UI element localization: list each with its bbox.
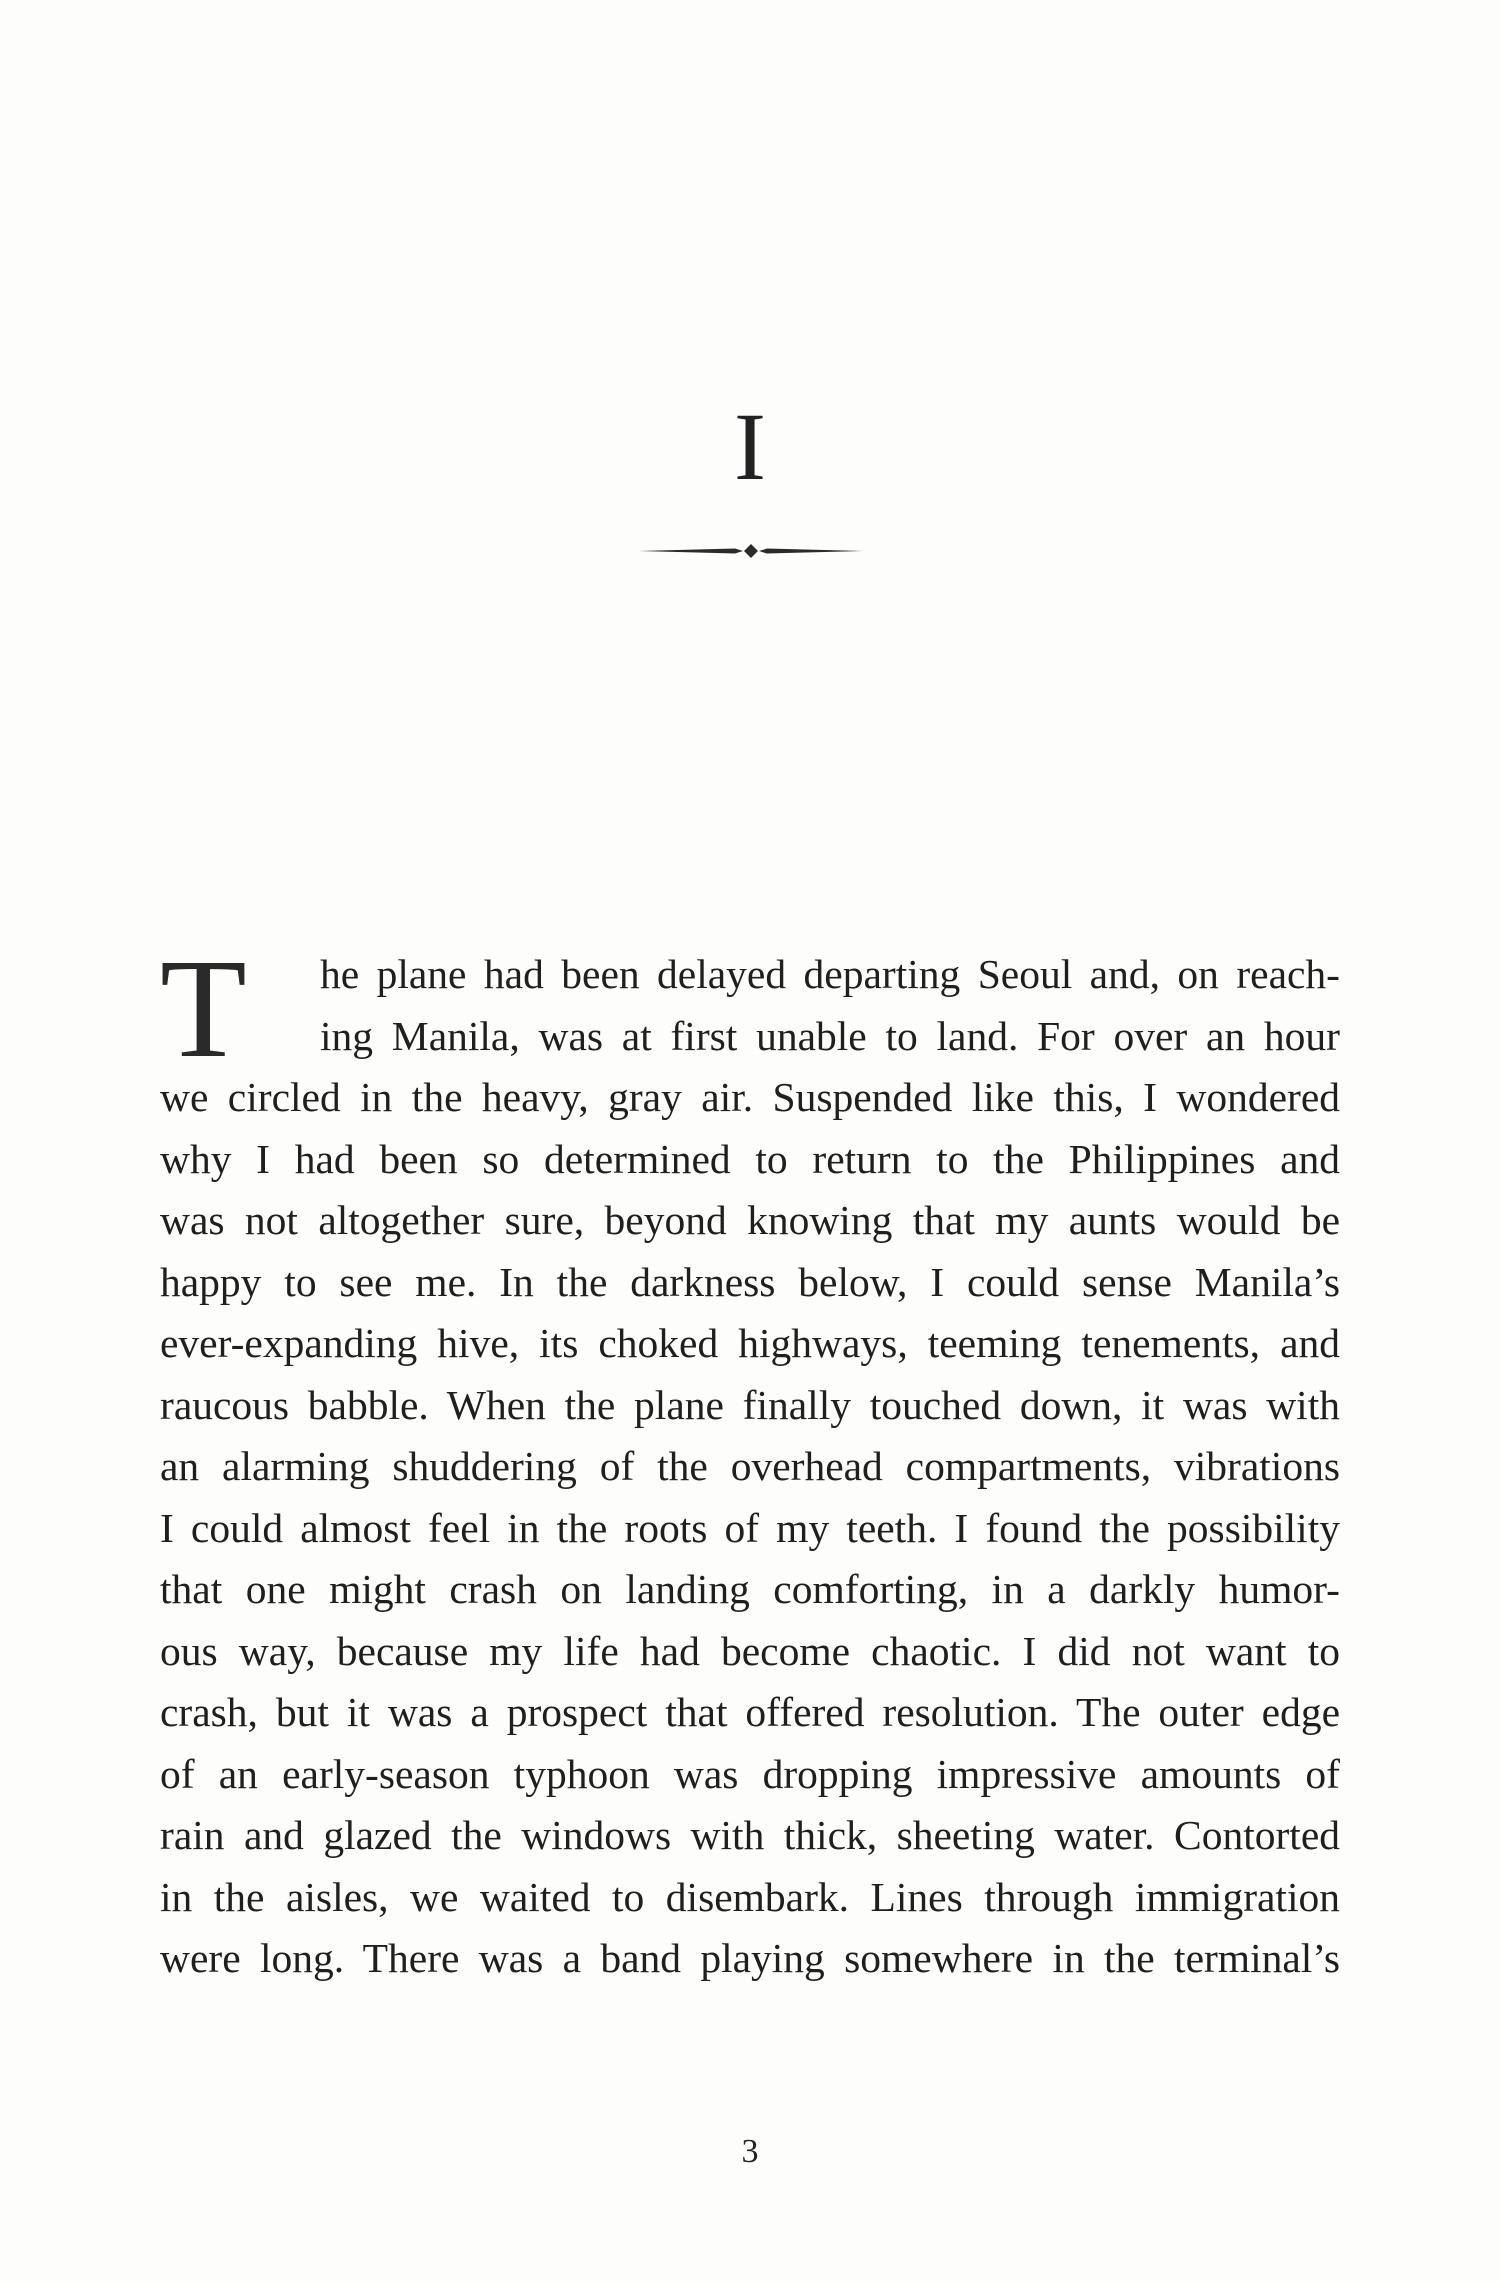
text-line: were long. There was a band playing somewhere in the terminal’s bbox=[160, 1935, 1340, 1981]
chapter-number: I bbox=[734, 393, 766, 500]
ornament-divider-icon bbox=[635, 538, 867, 564]
drop-cap: T bbox=[160, 929, 247, 1087]
text-line: he plane had been delayed departing Seoul and, on reach- bbox=[320, 951, 1340, 997]
page-number: 3 bbox=[741, 2133, 759, 2170]
text-line: ous way, because my life had become chaotic. I did not want to bbox=[160, 1627, 1340, 1674]
text-line: ever-expanding hive, its choked highways, teeming tenements, and bbox=[160, 1320, 1340, 1366]
chapter-opening-paragraph bbox=[160, 929, 1340, 1990]
text-line: in the aisles, we waited to disembark. Lines through immigration bbox=[160, 1873, 1340, 1920]
text-line: was not altogether sure, beyond knowing that my aunts would be bbox=[160, 1197, 1340, 1243]
text-line: why I had been so determined to return to the Philippines and bbox=[160, 1135, 1340, 1182]
text-line: crash, but it was a prospect that offered resolution. The outer edge bbox=[160, 1689, 1340, 1735]
text-line: that one might crash on landing comforting, in a darkly humor- bbox=[160, 1566, 1340, 1612]
text-line: raucous babble. When the plane finally touched down, it was with bbox=[160, 1381, 1340, 1428]
text-line: we circled in the heavy, gray air. Suspended like this, I wondered bbox=[160, 1074, 1340, 1120]
text-line: I could almost feel in the roots of my teeth. I found the possibility bbox=[160, 1504, 1340, 1551]
text-line: happy to see me. In the darkness below, I could sense Manila’s bbox=[160, 1258, 1340, 1305]
text-line: an alarming shuddering of the overhead compartments, vibrations bbox=[160, 1443, 1340, 1489]
text-line: ing Manila, was at first unable to land. For over an hour bbox=[320, 1012, 1340, 1059]
text-line: rain and glazed the windows with thick, sheeting water. Contorted bbox=[160, 1812, 1340, 1858]
text-line: of an early-season typhoon was dropping impressive amounts of bbox=[160, 1750, 1340, 1797]
